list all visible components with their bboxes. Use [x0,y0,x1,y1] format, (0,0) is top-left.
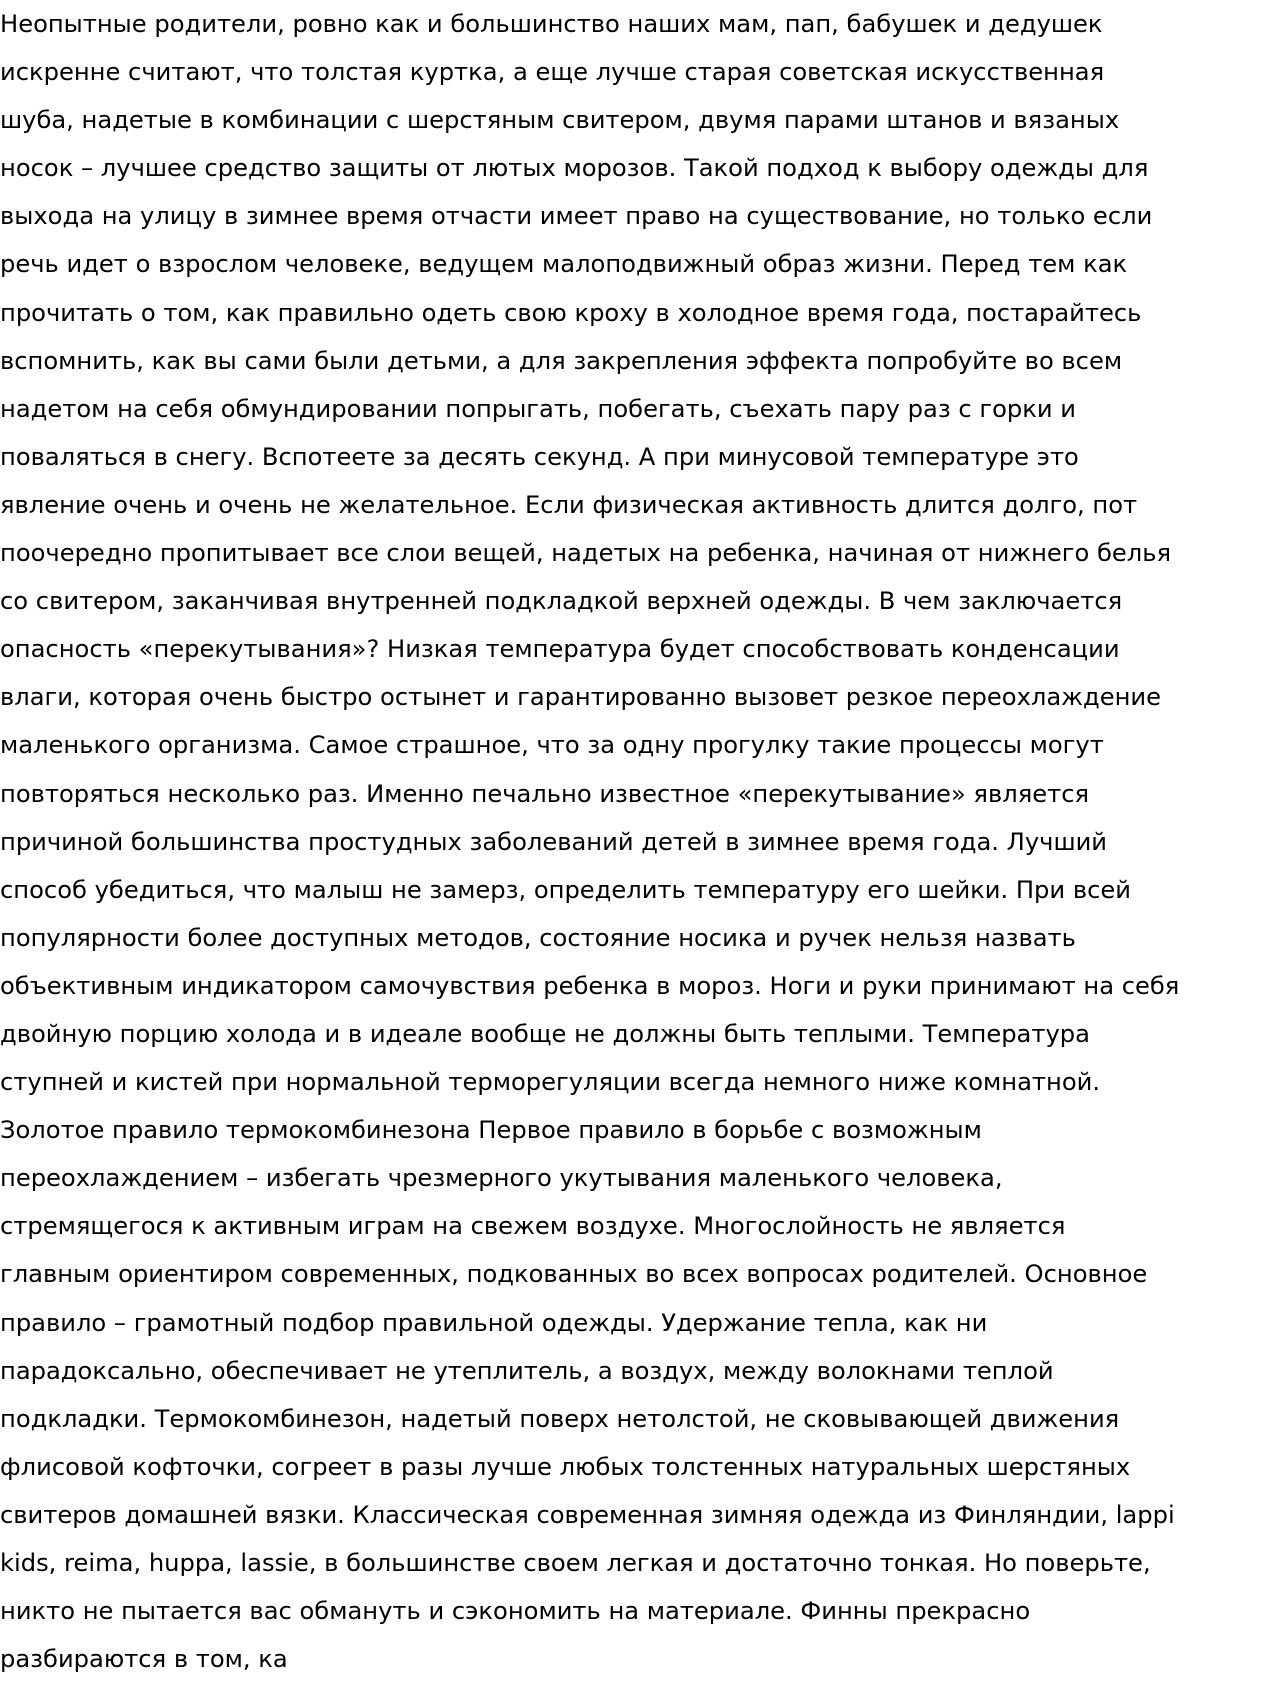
text-line: вспомнить, как вы сами были детьми, а для закрепления эффекта попробуйте во всем [0,346,1123,375]
text-line: причиной большинства простудных заболеваний детей в зимнее время года. Лучший [0,827,1108,856]
text-line: переохлаждением – избегать чрезмерного укутывания маленького человека, [0,1164,1003,1193]
text-line: ступней и кистей при нормальной терморегуляции всегда немного ниже комнатной. [0,1068,1101,1097]
text-line: двойную порцию холода и в идеале вообще не должны быть теплыми. Температура [0,1019,1090,1048]
text-line: искренне считают, что толстая куртка, а еще лучше старая советская искусственная [0,58,1105,87]
text-line: свитеров домашней вязки. Классическая современная зимняя одежда из Финляндии, lappi [0,1500,1175,1529]
text-line: поваляться в снегу. Вспотеете за десять секунд. А при минусовой температуре это [0,442,1079,471]
text-line: надетом на себя обмундировании попрыгать, побегать, съехать пару раз с горки и [0,394,1076,423]
text-line: поочередно пропитывает все слои вещей, надетых на ребенка, начиная от нижнего белья [0,539,1172,568]
text-line: флисовой кофточки, согреет в разы лучше любых толстенных натуральных шерстяных [0,1452,1131,1481]
text-line: Золотое правило термокомбинезона Первое правило в борьбе с возможным [0,1116,982,1145]
text-line: выхода на улицу в зимнее время отчасти имеет право на существование, но только если [0,202,1153,231]
text-line: kids, reima, huppa, lassie, в большинстве своем легкая и достаточно тонкая. Но поверьте, [0,1549,1151,1577]
text-line: стремящегося к активным играм на свежем воздухе. Многослойность не является [0,1212,1066,1241]
text-line: со свитером, заканчивая внутренней подкладкой верхней одежды. В чем заключается [0,587,1123,616]
text-line: подкладки. Термокомбинезон, надетый поверх нетолстой, не сковывающей движения [0,1404,1120,1433]
text-line: маленького организма. Самое страшное, что за одну прогулку такие процессы могут [0,731,1104,760]
text-line: парадоксально, обеспечивает не утеплитель, а воздух, между волокнами теплой [0,1356,1054,1385]
text-line: разбираются в том, ка [0,1645,288,1674]
text-line: способ убедиться, что малыш не замерз, определить температуру его шейки. При всей [0,875,1131,904]
text-line: Неопытные родители, ровно как и большинство наших мам, пап, бабушек и дедушек [0,10,1103,38]
text-line: популярности более доступных методов, состояние носика и ручек нельзя назвать [0,923,1076,952]
text-line: главным ориентиром современных, подкованных во всех вопросах родителей. Основное [0,1260,1148,1289]
text-line: шуба, надетые в комбинации с шерстяным свитером, двумя парами штанов и вязаных [0,106,1120,135]
text-line: опасность «перекутывания»? Низкая температура будет способствовать конденсации [0,635,1120,664]
text-line: влаги, которая очень быстро остынет и гарантированно вызовет резкое переохлаждение [0,683,1161,712]
text-line: никто не пытается вас обмануть и сэкономить на материале. Финны прекрасно [0,1597,1031,1626]
text-line: явление очень и очень не желательное. Если физическая активность длится долго, пот [0,490,1138,519]
text-line: объективным индикатором самочувствия ребенка в мороз. Ноги и руки принимают на себя [0,971,1180,1000]
text-line: носок – лучшее средство защиты от лютых морозов. Такой подход к выбору одежды для [0,154,1149,183]
text-line: повторяться несколько раз. Именно печально известное «перекутывание» является [0,779,1090,808]
text-line: правило – грамотный подбор правильной одежды. Удержание тепла, как ни [0,1308,988,1337]
text-line: речь идет о взрослом человеке, ведущем малоподвижный образ жизни. Перед тем как [0,250,1128,279]
text-line: прочитать о том, как правильно одеть свою кроху в холодное время года, постарайтесь [0,298,1142,327]
